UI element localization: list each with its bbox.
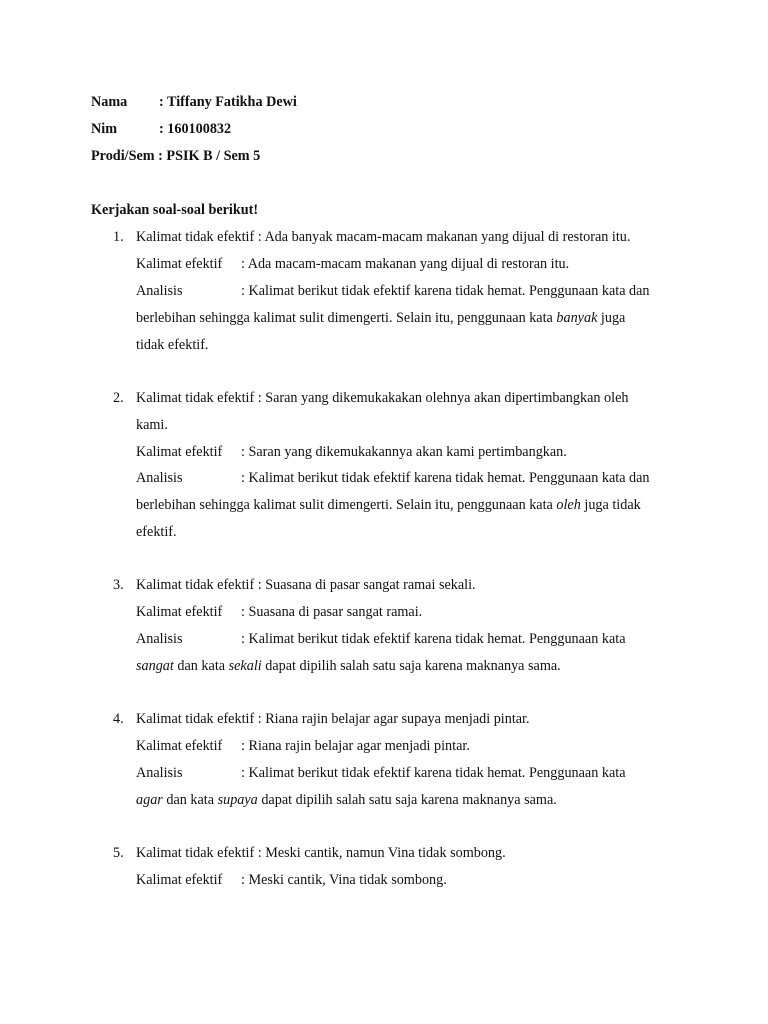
item-2-analisis-end: efektif. [136,524,177,540]
emphasized-word: banyak [556,310,598,326]
item-3-number: 3. [113,577,124,593]
analisis-label: Analisis [136,470,183,486]
nama-label: Nama [91,94,128,110]
tidak-efektif-label: Kalimat tidak efektif : [136,845,262,861]
emphasized-word: supaya [217,792,258,808]
analisis-label: Analisis [136,631,183,647]
tidak-efektif-label: Kalimat tidak efektif : [136,577,262,593]
item-1-tidak-efektif: Kalimat tidak efektif : Ada banyak macam-macam makanan yang dijual di restoran itu. [136,229,631,245]
item-1-number: 1. [113,229,124,245]
tidak-efektif-label: Kalimat tidak efektif : [136,711,262,727]
item-4-tidak-efektif: Kalimat tidak efektif : Riana rajin belajar agar supaya menjadi pintar. [136,711,530,727]
analisis-label: Analisis [136,765,183,781]
item-2-analisis-cont: berlebihan sehingga kalimat sulit dimengerti. Selain itu, penggunaan kata oleh juga tidak [136,497,641,513]
efektif-label: Kalimat efektif [136,738,223,754]
efektif-label: Kalimat efektif [136,872,223,888]
item-5-number: 5. [113,845,124,861]
item-1-analisis: Analisis : Kalimat berikut tidak efektif karena tidak hemat. Penggunaan kata dan [136,283,650,299]
item-2-tidak-efektif: Kalimat tidak efektif : Saran yang dikemukakakan olehnya akan dipertimbangkan oleh [136,390,629,406]
item-2-analisis: Analisis : Kalimat berikut tidak efektif karena tidak hemat. Penggunaan kata dan [136,470,650,486]
efektif-label: Kalimat efektif [136,444,223,460]
item-3-efektif: Kalimat efektif : Suasana di pasar sangat ramai. [136,604,423,620]
prodi-value: : PSIK B / Sem 5 [158,148,261,164]
item-5-tidak-efektif: Kalimat tidak efektif : Meski cantik, namun Vina tidak sombong. [136,845,506,861]
instruction-heading: Kerjakan soal-soal berikut! [91,202,259,218]
item-1-analisis-cont: berlebihan sehingga kalimat sulit dimengerti. Selain itu, penggunaan kata banyak juga [136,310,626,326]
nim-value: : 160100832 [159,121,232,137]
tidak-efektif-label: Kalimat tidak efektif : [136,390,262,406]
nim-row [91,120,231,138]
item-5-efektif: Kalimat efektif : Meski cantik, Vina tidak sombong. [136,872,447,888]
emphasized-word: agar [136,792,163,808]
prodi-row [91,147,260,165]
efektif-label: Kalimat efektif [136,256,223,272]
item-4-number: 4. [113,711,124,727]
item-1-analisis-end: tidak efektif. [136,337,209,353]
emphasized-word: sangat [136,658,174,674]
efektif-label: Kalimat efektif [136,604,223,620]
emphasized-word: sekali [228,658,262,674]
item-4-analisis: Analisis : Kalimat berikut tidak efektif karena tidak hemat. Penggunaan kata [136,765,626,781]
tidak-efektif-label: Kalimat tidak efektif : [136,229,262,245]
emphasized-word: oleh [556,497,581,513]
item-3-tidak-efektif: Kalimat tidak efektif : Suasana di pasar sangat ramai sekali. [136,577,476,593]
nama-row [91,93,297,111]
item-2-efektif: Kalimat efektif : Saran yang dikemukakannya akan kami pertimbangkan. [136,444,567,460]
item-1-efektif: Kalimat efektif : Ada macam-macam makanan yang dijual di restoran itu. [136,256,570,272]
item-4-efektif: Kalimat efektif : Riana rajin belajar agar menjadi pintar. [136,738,470,754]
analisis-label: Analisis [136,283,183,299]
item-3-analisis-cont: sangat dan kata sekali dapat dipilih salah satu saja karena maknanya sama. [136,658,561,674]
item-2-tidak-efektif-cont: kami. [136,417,168,433]
item-2-number: 2. [113,390,124,406]
item-4-analisis-cont: agar dan kata supaya dapat dipilih salah satu saja karena maknanya sama. [136,792,557,808]
item-3-analisis: Analisis : Kalimat berikut tidak efektif karena tidak hemat. Penggunaan kata [136,631,626,647]
nim-label: Nim [91,121,118,137]
prodi-label: Prodi/Sem [91,148,155,164]
nama-value: : Tiffany Fatikha Dewi [159,94,297,110]
